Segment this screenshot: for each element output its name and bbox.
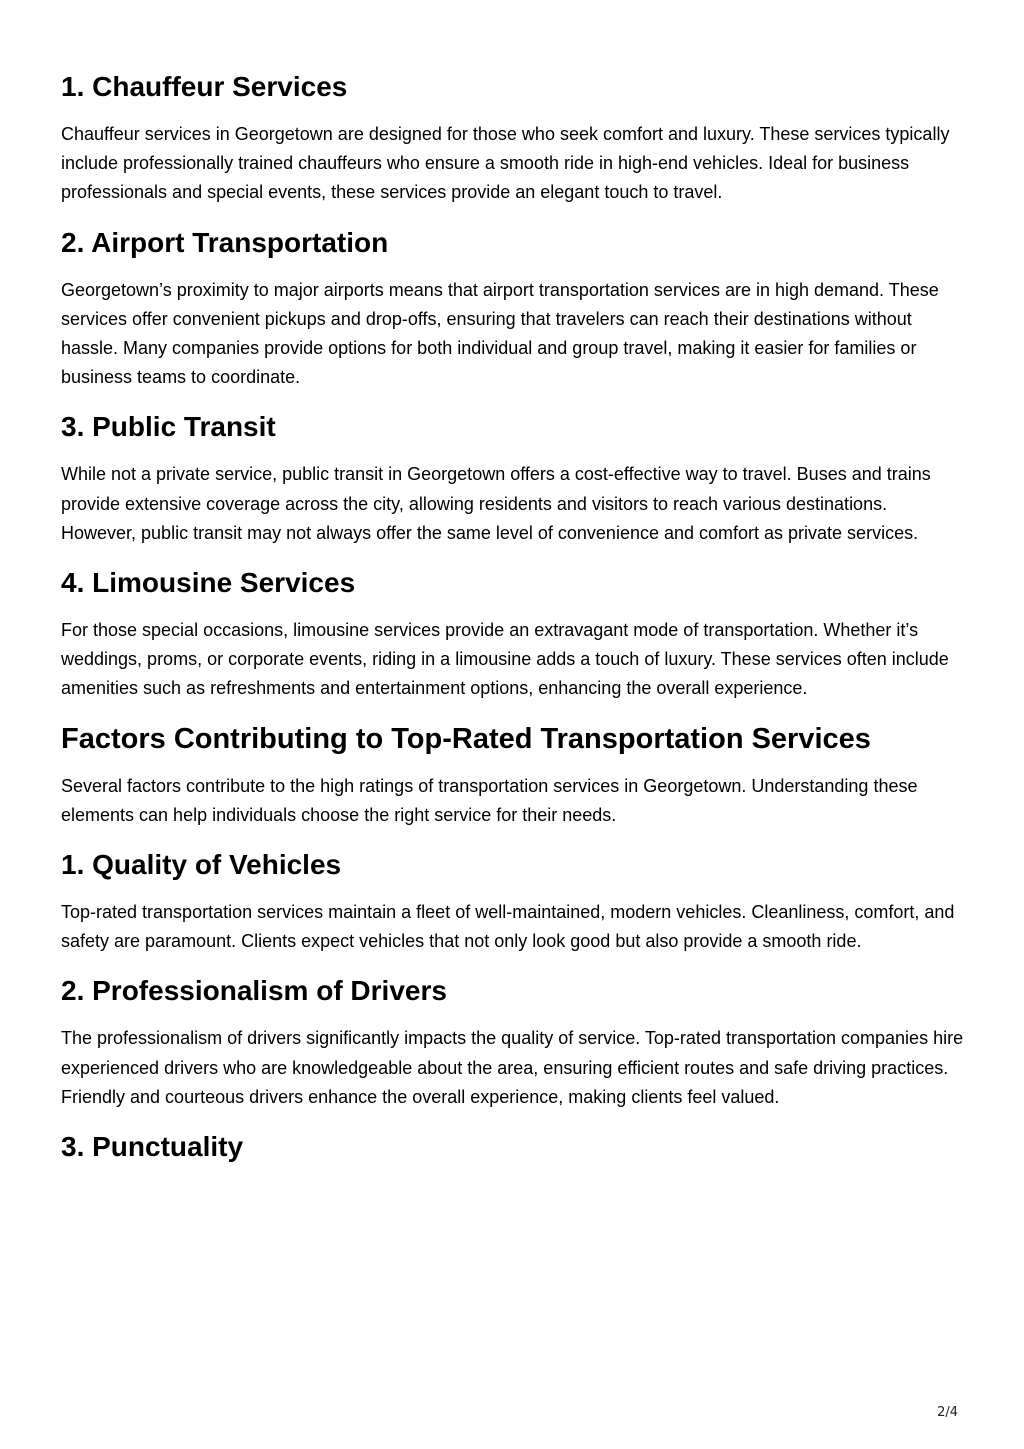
section-heading-quality-of-vehicles: 1. Quality of Vehicles (61, 849, 342, 881)
section-paragraph-professionalism-of-drivers: The professionalism of drivers significantly impacts the quality of service. Top-rated transportation companies hire experienced drivers who are knowledgeable about the area, ensuring efficient routes and safe driving practices. Friendly and courteous drivers enhance the overall experience, making clients feel valued. (61, 1028, 964, 1107)
section-paragraph-chauffeur-services: Chauffeur services in Georgetown are designed for those who seek comfort and luxury. These services typically include professionally trained chauffeurs who ensure a smooth ride in high-end vehicles. Ideal for business professionals and special events, these services provide an elegant touch to travel. (61, 124, 950, 203)
section-heading-public-transit: 3. Public Transit (61, 411, 276, 443)
page-number: 2/4 (937, 1405, 958, 1420)
section-paragraph-public-transit: While not a private service, public transit in Georgetown offers a cost-effective way to travel. Buses and trains provide extensive coverage across the city, allowing residents and visitors to reach various destinations. However, public transit may not always offer the same level of convenience and comfort as private services. (61, 464, 931, 543)
document-page (61, 68, 966, 1180)
section-heading-limousine-services: 4. Limousine Services (61, 567, 356, 599)
section-paragraph-factors: Several factors contribute to the high ratings of transportation services in Georgetown. Understanding these elements can help individuals choose the right service for their needs. (61, 775, 918, 825)
section-heading-airport-transportation: 2. Airport Transportation (61, 226, 389, 258)
section-heading-professionalism-of-drivers: 2. Professionalism of Drivers (61, 975, 447, 1007)
section-heading-chauffeur-services: 1. Chauffeur Services (61, 71, 348, 102)
section-heading-factors: Factors Contributing to Top-Rated Transportation Services (61, 722, 871, 755)
section-paragraph-limousine-services: For those special occasions, limousine services provide an extravagant mode of transportation. Whether it’s weddings, proms, or corporate events, riding in a limousine adds a touch of luxury. These services often include amenities such as refreshments and entertainment options, enhancing the overall experience. (61, 620, 949, 699)
section-paragraph-airport-transportation: Georgetown’s proximity to major airports means that airport transportation services are in high demand. These services offer convenient pickups and drop-offs, ensuring that travelers can reach their destinations without hassle. Many companies provide options for both individual and group travel, making it easier for families or business teams to coordinate. (61, 279, 939, 388)
section-heading-punctuality: 3. Punctuality (61, 1131, 244, 1163)
section-paragraph-quality-of-vehicles: Top-rated transportation services maintain a fleet of well-maintained, modern vehicles. Cleanliness, comfort, and safety are paramount. Clients expect vehicles that not only look good but also provide a smooth ride. (61, 902, 955, 952)
